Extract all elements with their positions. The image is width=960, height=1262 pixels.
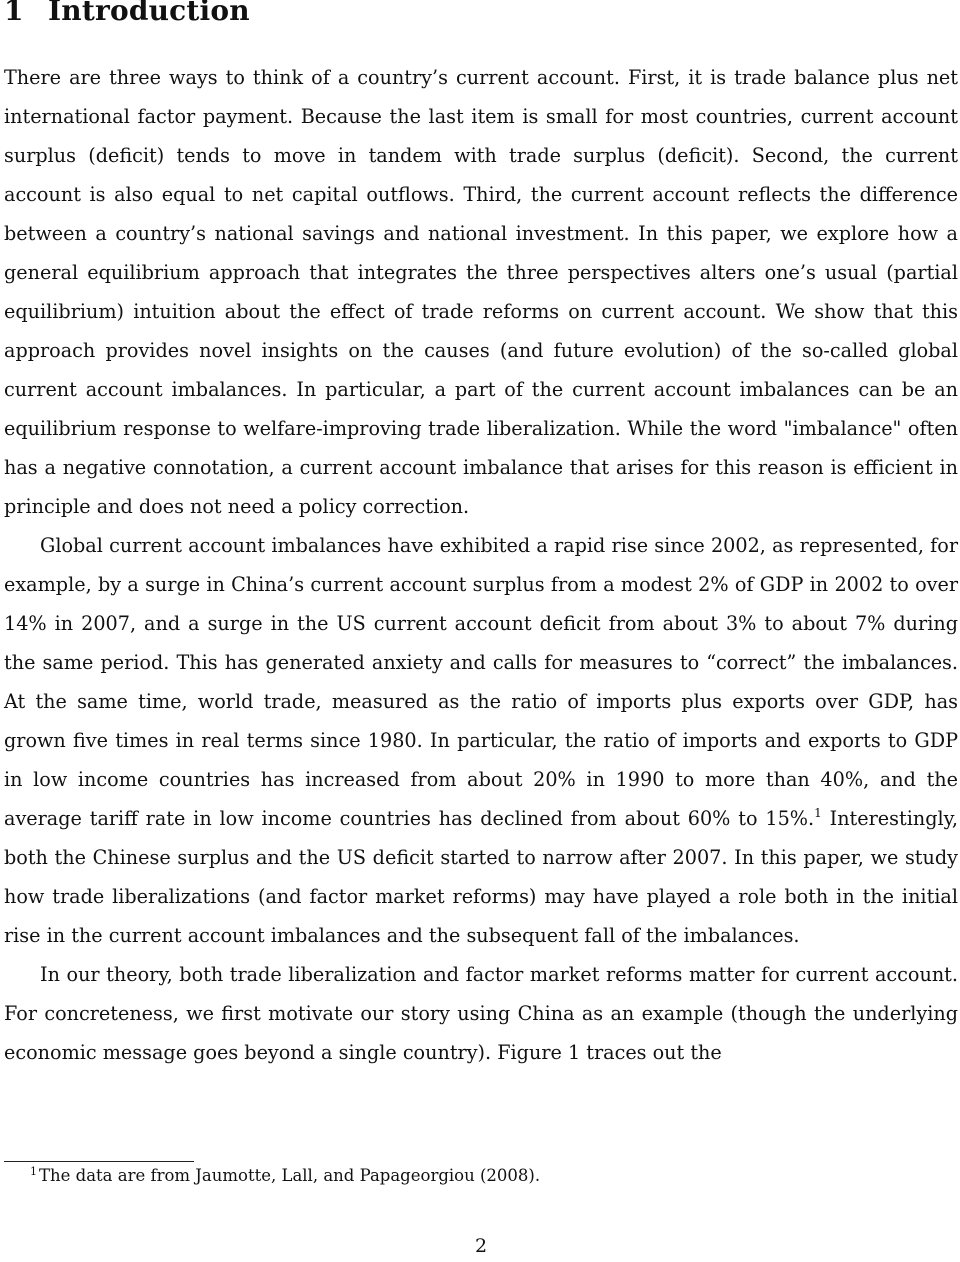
section-heading (4, 0, 250, 27)
footnote (30, 1163, 950, 1189)
footnote-reference[interactable]: 1 (814, 806, 822, 820)
body-text (4, 58, 958, 1072)
section-title: Introduction (48, 0, 250, 27)
paragraph-1: There are three ways to think of a country’s current account. First, it is trade balance plus net international factor payment. Because the last item is small for most countries, current account surplus (deficit) tends to move in tandem with trade surplus (deficit). Second, the current account is also equal to net capital outflows. Third, the current account reflects the difference between a country’s national savings and national investment. In this paper, we explore how a general equilibrium approach that integrates the three perspectives alters one’s usual (partial equilibrium) intuition about the effect of trade reforms on current account. We show that this approach provides novel insights on the causes (and future evolution) of the so-called global current account imbalances. In particular, a part of the current account imbalances can be an equilibrium response to welfare-improving trade liberalization. While the word "imbalance" often has a negative connotation, a current account imbalance that arises for this reason is efficient in principle and does not need a policy correction. (4, 66, 958, 518)
section-number: 1 (4, 0, 24, 27)
paragraph-2-text-before-note: Global current account imbalances have exhibited a rapid rise since 2002, as represented, for example, by a surge in China’s current account surplus from a modest 2% of GDP in 2002 to over 14% in 2007, and a surge in the US current account deficit from about 3% to about 7% during the same period. This has generated anxiety and calls for measures to “correct” the imbalances. At the same time, world trade, measured as the ratio of imports plus exports over GDP, has grown five times in real terms since 1980. In particular, the ratio of imports and exports to GDP in low income countries has increased from about 20% in 1990 to more than 40%, and the average tariff rate in low income countries has declined from about 60% to 15%. (4, 534, 958, 830)
footnote-text: The data are from Jaumotte, Lall, and Papageorgiou (2008). (39, 1166, 541, 1185)
paragraph-2 (4, 526, 958, 955)
paragraph-2-text-after-note: Interestingly, both the Chinese surplus and the US deficit started to narrow after 2007. In this paper, we study how trade liberalizations (and factor market reforms) may have played a role both in the initial rise in the current account imbalances and the subsequent fall of the imbalances. (4, 807, 958, 947)
page-number: 2 (474, 1235, 488, 1257)
footnote-marker: 1 (30, 1165, 37, 1178)
footnote-rule (4, 1161, 194, 1162)
paragraph-3: In our theory, both trade liberalization and factor market reforms matter for current account. For concreteness, we first motivate our story using China as an example (though the underlying economic message goes beyond a single country). Figure 1 traces out the (4, 963, 958, 1064)
